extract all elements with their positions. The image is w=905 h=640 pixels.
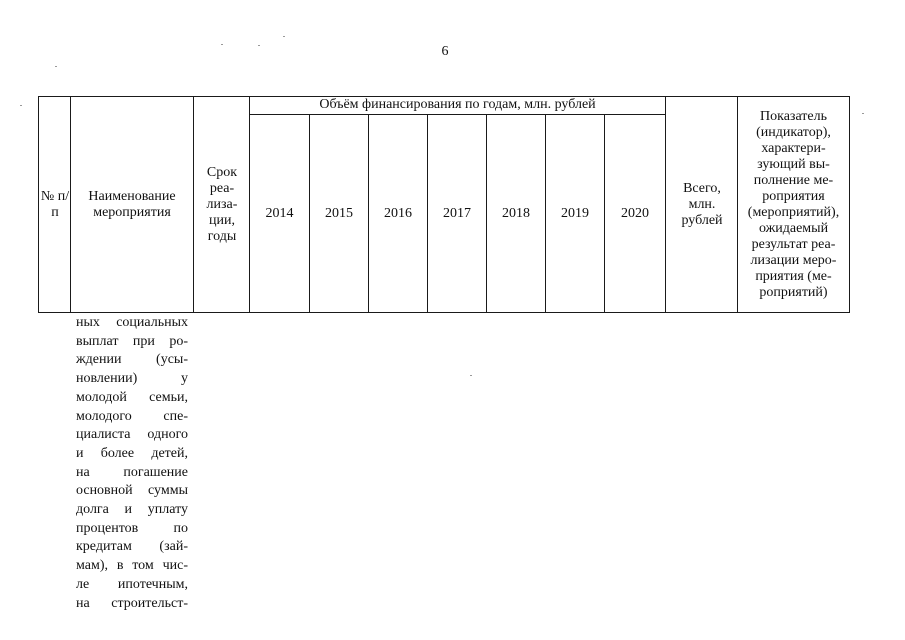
page-number: 6 bbox=[441, 44, 449, 59]
body-line: ных социальных bbox=[76, 315, 188, 330]
header-no: № п/п bbox=[40, 189, 70, 220]
body-line: и более детей, bbox=[76, 445, 188, 461]
header-total: Всего, млн. рублей bbox=[681, 181, 723, 228]
body-line: на погашение bbox=[76, 464, 188, 480]
header-financing-group: Объём финансирования по годам, млн. рублей bbox=[319, 97, 596, 112]
header-year-2014: 2014 bbox=[265, 205, 294, 221]
body-line: на строительст- bbox=[76, 595, 188, 611]
col-divider-years-end bbox=[665, 96, 666, 313]
scan-speck bbox=[283, 36, 285, 37]
table-border-bottom bbox=[38, 312, 850, 313]
col-divider-total bbox=[737, 96, 738, 313]
header-year-2015: 2015 bbox=[325, 205, 353, 221]
body-line: циалиста одного bbox=[76, 427, 188, 443]
header-name: Наименование мероприятия bbox=[88, 189, 176, 220]
body-line: выплат при ро- bbox=[76, 333, 188, 349]
body-line: долга и уплату bbox=[76, 502, 188, 518]
body-line: ле ипотечным, bbox=[76, 576, 188, 592]
header-year-2016: 2016 bbox=[384, 205, 412, 221]
col-divider-no bbox=[70, 96, 71, 313]
scan-speck bbox=[862, 113, 864, 114]
table-border-left bbox=[38, 96, 39, 313]
scan-speck bbox=[470, 375, 472, 376]
body-line: кредитам (зай- bbox=[76, 539, 188, 555]
header-year-2018: 2018 bbox=[502, 205, 530, 221]
header-year-2019: 2019 bbox=[561, 205, 589, 221]
row-continuation-text bbox=[76, 314, 188, 613]
table-border-right bbox=[849, 96, 850, 313]
scan-speck bbox=[221, 44, 223, 45]
body-line: новлении) у bbox=[76, 371, 188, 387]
body-line: молодой семьи, bbox=[76, 389, 188, 405]
scan-speck bbox=[258, 45, 260, 46]
body-line: молодого спе- bbox=[76, 408, 188, 424]
body-line: основной суммы bbox=[76, 483, 188, 499]
body-line: процентов по bbox=[76, 520, 188, 536]
header-indicator: Показатель (индикатор), характери-зующий вы-полнение ме-роприятия (мероприятий), ожидаемый результат реа-лизации меро-приятия (ме-роприятий) bbox=[747, 109, 840, 300]
header-year-2017: 2017 bbox=[443, 205, 471, 221]
header-term: Срок реа-лиза-ции, годы bbox=[206, 165, 238, 244]
scan-speck bbox=[55, 66, 57, 67]
body-line: ждении (усы- bbox=[76, 352, 188, 368]
scan-speck bbox=[20, 105, 22, 106]
col-divider-name bbox=[193, 96, 194, 313]
header-year-2020: 2020 bbox=[621, 205, 649, 221]
body-line: мам), в том чис- bbox=[76, 558, 188, 574]
